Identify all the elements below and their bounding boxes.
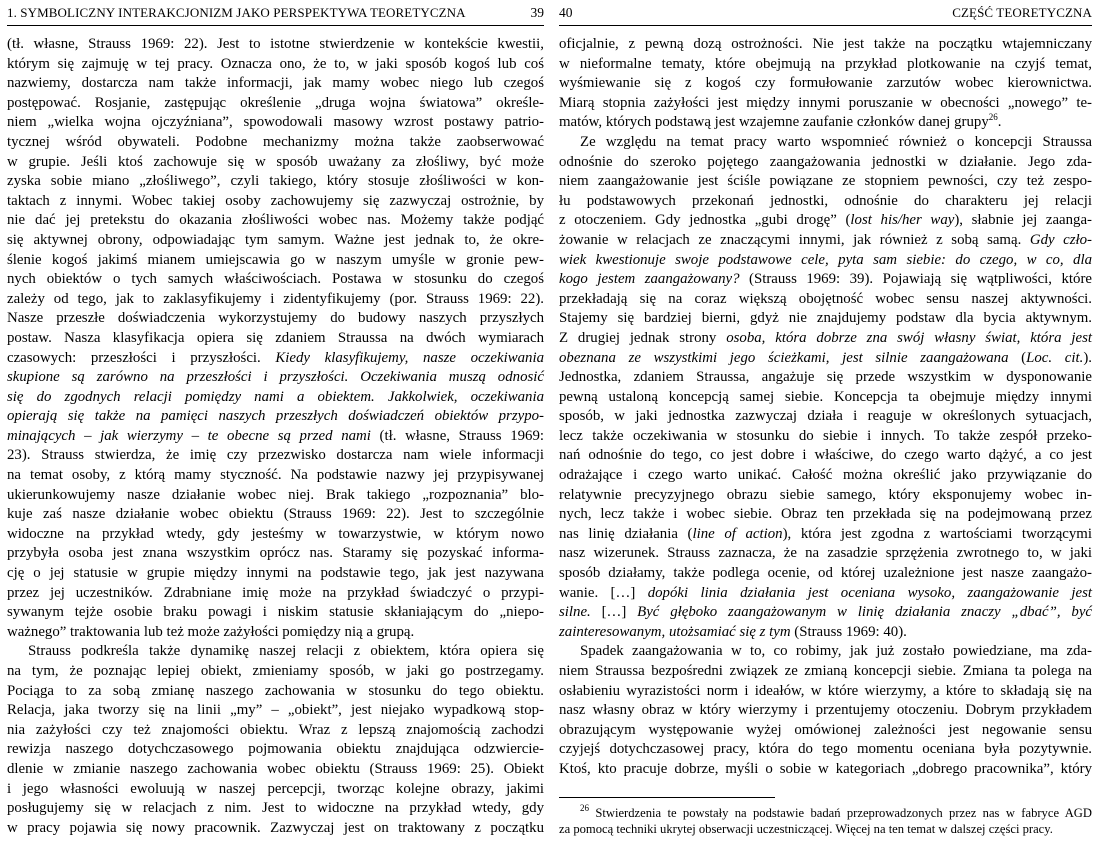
text-line: matów, których podstawą jest wzajemne zaufanie członków danej grupy$^{26}$. [559, 112, 1002, 131]
text-line: taktach z innymi. Wobec takiej osoby zachowujemy się zazwyczaj ostrożnie, by [7, 192, 544, 209]
text-line [559, 584, 1092, 604]
text-line: obrazującym występowanie wyżej omówionej zależności jest negowanie sensu [559, 721, 1092, 738]
italic-quote: zainteresowanym, utożsamiać się z tym [559, 623, 791, 640]
text-line [7, 368, 544, 388]
text-line [7, 349, 544, 369]
text-line [7, 427, 544, 447]
text-line: Strauss podkreśla także dynamikę naszej relacji z obiektem, która opiera się [28, 643, 544, 660]
running-head-right [559, 5, 1092, 26]
text-line: niem Straussa bezpośredni związek ze zmianą koncepcji siebie. Zmiana ta polega na [559, 663, 1092, 679]
text-line: posługujemy się w relacjach z nim. Jest to widoczne na przykład wtedy, gdy [7, 800, 544, 817]
text-line: 23). Strauss stwierdza, że imię czy przezwisko dostarcza nam wiele informacji [7, 447, 544, 464]
text-run: (Strauss 1969: 39). Pojawiają się wątpliwości, które [739, 271, 1092, 288]
text-line: zyska sobie miano „złośliwego”, czyli takiego, który stosuje złośliwości w kon- [7, 173, 544, 190]
text-run: Stwierdzenia te powstały na podstawie badań przeprowadzonych przez nas w fabryce AGD [589, 806, 1092, 820]
text-line: nie dać jej pretekstu do okazania złośliwości wobec nas. Możemy także podjąć [7, 212, 544, 229]
text-line: w nieformalne tematy, które obejmują na przykład plotkowanie na czyjś temat, [559, 55, 1092, 72]
text-line: dlenie w zmianie naszego zachowania wobec obiektu (Strauss 1969: 25). Obiekt [7, 760, 544, 777]
text-line: sposób, w jaki jednostka zazwyczaj działa i reaguje w określonych sytuacjach, [559, 408, 1092, 425]
paragraph [7, 642, 544, 838]
text-line: się aktywnej obrony, odpowiadając tym samym. Ważne jest jednak to, że okre- [7, 231, 544, 248]
text-line: Relacja, jaka tworzy się na linii „my” – „obiekt”, jest niejako wypadkową stop- [7, 702, 544, 719]
text-line: czyjejś dotychczasowej pracy, która do tego momentu oceniana była pozytywnie. [559, 741, 1092, 758]
paragraph [559, 133, 1092, 642]
text-line: kuje zaś nasze działanie wobec obiektu (Strauss 1969: 22). Jest to szczególnie [7, 506, 544, 523]
left-page-body [7, 35, 544, 838]
text-run: z otoczeniem. Gdy jednostka „gubi drogę” ( [559, 212, 851, 229]
text-line [559, 270, 1092, 290]
text-line: postępować. Rosjanie, zastępując określenie „druga wojna światowa” określe- [7, 94, 544, 111]
text-line: niem zaangażowanie jest ściśle powiązane ze stopniem pewności, czy też zespo- [559, 173, 1092, 190]
italic-quote: kogo jestem zaangażowany? [559, 271, 740, 288]
text-line [7, 407, 544, 427]
text-line [559, 329, 1092, 349]
text-line: nań odnośnie do tego, co jest dobre i właściwe, do czego warto dążyć, a co jest [559, 447, 1092, 464]
text-line: tycznej wśród obywateli. Podobne mechanizmy można także zaobserwować [7, 133, 544, 150]
text-line: osłabieniu wyrazistości norm i ideałów, w które wierzymy, a które to składają się na [559, 682, 1092, 699]
text-line: Miarą stopnia zażyłości jest między innymi poruszanie w obecności „nowego” te- [559, 94, 1092, 111]
text-line [559, 603, 1092, 623]
italic-quote: dopóki linia działania jest oceniana wysoko, zaangażowanie jest [647, 584, 1093, 601]
text-run: […] [590, 604, 638, 621]
text-line: relatywnie precyzyjnego obrazu siebie samego, który eksponujemy wobec in- [559, 486, 1092, 503]
text-line: na tym, że poznając lepiej obiekt, zmieniamy sposób, w jaki go postrzegamy. [7, 663, 544, 679]
text-line: ważnego” traktowania lub też może zażyłości pomiędzy nią a grupą. [7, 623, 415, 640]
italic-term: line of action [692, 525, 783, 542]
italic-quote: Być głęboko zaangażowanym w linię działania znaczy „dbać”, być [637, 604, 1092, 621]
text-line [559, 525, 1092, 545]
text-line: niem „wielka wojna ojczyźniana”, spowodowali masowy wzrost postawy patrio- [7, 114, 544, 131]
footnote-reference[interactable]: 26 [988, 112, 998, 123]
text-line: Jednostka, zdaniem Straussa, angażuje się przede wszystkim w dysponowanie [559, 369, 1092, 386]
text-run: ). [1083, 349, 1092, 366]
text-line: rewizja naszego dotychczasowego pojmowania obiektu znajdująca odzwiercie- [7, 741, 544, 758]
italic-quote: osoba, która dobrze zna swój własny świat, która jest [726, 329, 1093, 346]
text-run: (tł. własne, Strauss 1969: [370, 427, 544, 444]
italic-term: lost his/her way [850, 212, 955, 229]
text-line [559, 623, 1092, 643]
italic-quote: się do zgodnych relacji pomiędzy nami a obiektem. Jakkolwiek, oczekiwania [7, 388, 544, 405]
footnote [559, 805, 1092, 837]
italic-quote: Gdy czło- [1029, 231, 1092, 248]
italic-quote: skupione są zarówno na przeszłości i przyszłości. Oczekiwania muszą odnosić [7, 369, 544, 386]
text-line: Nasze przeszłe doświadczenia wykorzystujemy do budowy naszych przyszłych [7, 310, 544, 327]
text-line: nasz własny obraz w który wierzymy i przentujemy otoczeniu. Dobrym przykładem [559, 702, 1092, 719]
text-line: odrażające i czego warto unikać. Całość można określić jako przywiązanie do [559, 467, 1092, 484]
text-run: czasowych: przeszłości i przyszłości. [7, 349, 276, 366]
footnote-line: za pomocą techniki ukrytej obserwacji uczestniczącej. Więcej na ten temat w dalszej części pracy. [559, 822, 1053, 836]
italic-term: Loc. cit. [1026, 349, 1084, 366]
paragraph [559, 35, 1092, 133]
text-run: wanie. […] [559, 584, 648, 601]
text-run: (Strauss 1969: 40). [790, 623, 907, 640]
text-line: sywanym tejże osobie braku powagi i niskim statusie skłaniającym do „niepo- [7, 604, 544, 621]
right-page [559, 0, 1092, 849]
text-line: (tł. własne, Strauss 1969: 22). Jest to istotne stwierdzenie w kontekście kwestii, [7, 36, 544, 52]
text-run: Z drugiej jednak strony [559, 329, 727, 346]
text-line: nazwiemy, dostarcza nam także informacji, jak mamy wobec niego lub czegoś [7, 75, 544, 92]
text-run: nas linię działania ( [559, 525, 693, 542]
text-line: nia zażyłości czy też znajomości obiektu. Wraz z lepszą znajomością zachodzi [7, 721, 544, 738]
text-line: ukierunkowujemy nasze działanie wobec niej. Brak takiego „rozpoznania” blo- [7, 486, 544, 503]
text-line: łu podstawowych przekonań jednostki, odnośnie do charakteru jej relacji [559, 192, 1092, 209]
footnote-number: 26 [580, 803, 589, 813]
text-line: oficjalnie, z pewną dozą ostrożności. Nie jest także na początku wtajemniczany [559, 36, 1092, 52]
text-line [559, 349, 1092, 369]
page-number: 40 [559, 5, 573, 20]
text-line [559, 251, 1092, 271]
left-page [7, 0, 544, 849]
text-run: żowanie w relacjach ze znaczącymi innymi, jak również z sobą samą. [559, 231, 1030, 248]
text-run: ( [1008, 349, 1027, 366]
italic-quote: Kiedy klasyfikujemy, nasze oczekiwania [275, 349, 544, 366]
chapter-title: 1. SYMBOLICZNY INTERAKCJONIZM JAKO PERSPEKTYWA TEORETYCZNA [7, 5, 466, 20]
text-line [559, 211, 1092, 231]
text-line: nasz wizerunek. Strauss zaznacza, że na zasadzie sprzężenia zwrotnego to, w jaki [559, 545, 1092, 562]
text-line: przekładają się na coraz większą obojętność wobec sensu naszej aktywności. [559, 290, 1092, 307]
text-line: odnośnie do szeroko pojętego zaangażowania jednostki w działanie. Jego zda- [559, 153, 1092, 170]
text-line: widoczne na przykład wtedy, gdy jesteśmy w towarzystwie, w którym nowo [7, 525, 544, 542]
text-line: Ze względu na temat pracy warto wspomnieć również o koncepcji Straussa [580, 133, 1092, 150]
text-line: Pociąga to za sobą zmianę naszego zachowania w stosunku do tego obiektu. [7, 682, 544, 699]
italic-quote: minających – jak wierzymy – te obecne są przed nami [7, 427, 371, 444]
text-run: ), słabnie jej zaanga- [954, 212, 1092, 229]
italic-quote: wiek kwestionuje swoje podstawowe cele, pyta sam siebie: do czego, w co, dla [559, 251, 1092, 268]
text-line [7, 388, 544, 408]
text-line: pewną ustaloną koncepcją samej siebie. Koncepcja ta obejmuje między innymi [559, 388, 1092, 405]
italic-quote: silne. [559, 604, 591, 621]
text-line: Stajemy się bardziej bierni, gdyż nie znajdujemy podstaw dla bycia aktywnym. [559, 310, 1092, 327]
part-title: CZĘŚĆ TEORETYCZNA [952, 5, 1092, 20]
text-line: na temat osoby, z którą mamy styczność. Na podstawie nazwy jej przypisywanej [7, 467, 544, 484]
text-line: ślenie kogoś jakimś mianem umiejscawia go w naszym umyśle w gronie pew- [7, 251, 544, 268]
italic-quote: opierają się także na pamięci naszych przeszłych doświadczeń obiektów przypo- [7, 408, 544, 425]
text-line: sposób działamy, także podlega ocenie, od której uzależnione jest nasze zaangażo- [559, 565, 1092, 582]
text-line: w pracy pojawia się nowy pracownik. Zazwyczaj jest on traktowany z początku [7, 819, 544, 836]
footnote-line [559, 805, 1092, 821]
text-line [559, 231, 1092, 251]
text-line: zależy od tego, jak to zaklasyfikujemy i zidentyfikujemy (por. Strauss 1969: 22). [7, 290, 544, 307]
text-line: cję o jej statusie w grupie między innymi na podstawie tego, jak jest nazywana [7, 565, 544, 582]
text-line: przybyła osoba jest znana wszystkim oprócz nas. Staramy się pozyskać informa- [7, 545, 544, 562]
text-line: przez jej uczestników. Zdrabniane imię może na przykład świadczyć o przypi- [7, 584, 544, 601]
text-line: i jego własności ewoluują w naszej percepcji, tworząc kolejne obrazy, jakimi [7, 780, 544, 797]
running-head-left [7, 5, 544, 26]
text-line: którym się zajmuję w tej pracy. Oznacza ono, że to, w jaki sposób kogoś lub coś [7, 55, 544, 72]
text-line: wyśmiewanie się z kogoś czy formułowanie zarzutów wobec kierownictwa. [559, 75, 1092, 92]
text-run: matów, których podstawą jest wzajemne zaufanie członków danej grupy [559, 114, 989, 131]
page-number: 39 [530, 5, 544, 20]
right-page-body [559, 35, 1092, 780]
text-run: ), która jest zgodna z wartościami tworzącymi [782, 525, 1092, 542]
text-line: lecz także oczekiwania w stosunku do siebie i innych. To także zespół przeko- [559, 427, 1092, 444]
paragraph [7, 35, 544, 642]
text-line: Ktoś, kto pracuje dobrze, myśli o sobie w kategoriach „dobrego pracownika”, który [559, 760, 1092, 777]
text-line: postaw. Nasza klasyfikacja opiera się zdaniem Straussa na dwóch wymiarach [7, 329, 544, 346]
italic-quote: obeznana ze wszystkimi jego ścieżkami, jest silnie zaangażowana [559, 349, 1009, 366]
text-line: nych obiektów o tych samych właściwościach. Postawa w stosunku do czegoś [7, 271, 544, 288]
text-line: nych, lecz także i wobec siebie. Obraz ten przekłada się na podejmowaną przez [559, 506, 1092, 523]
text-line: Spadek zaangażowania w to, co robimy, jak już zostało powiedziane, ma zda- [580, 643, 1092, 660]
footnote-divider [559, 797, 775, 798]
paragraph [559, 642, 1092, 779]
text-line: w grupie. Jeśli ktoś zachowuje się w sposób uważany za złośliwy, być może [7, 153, 544, 170]
